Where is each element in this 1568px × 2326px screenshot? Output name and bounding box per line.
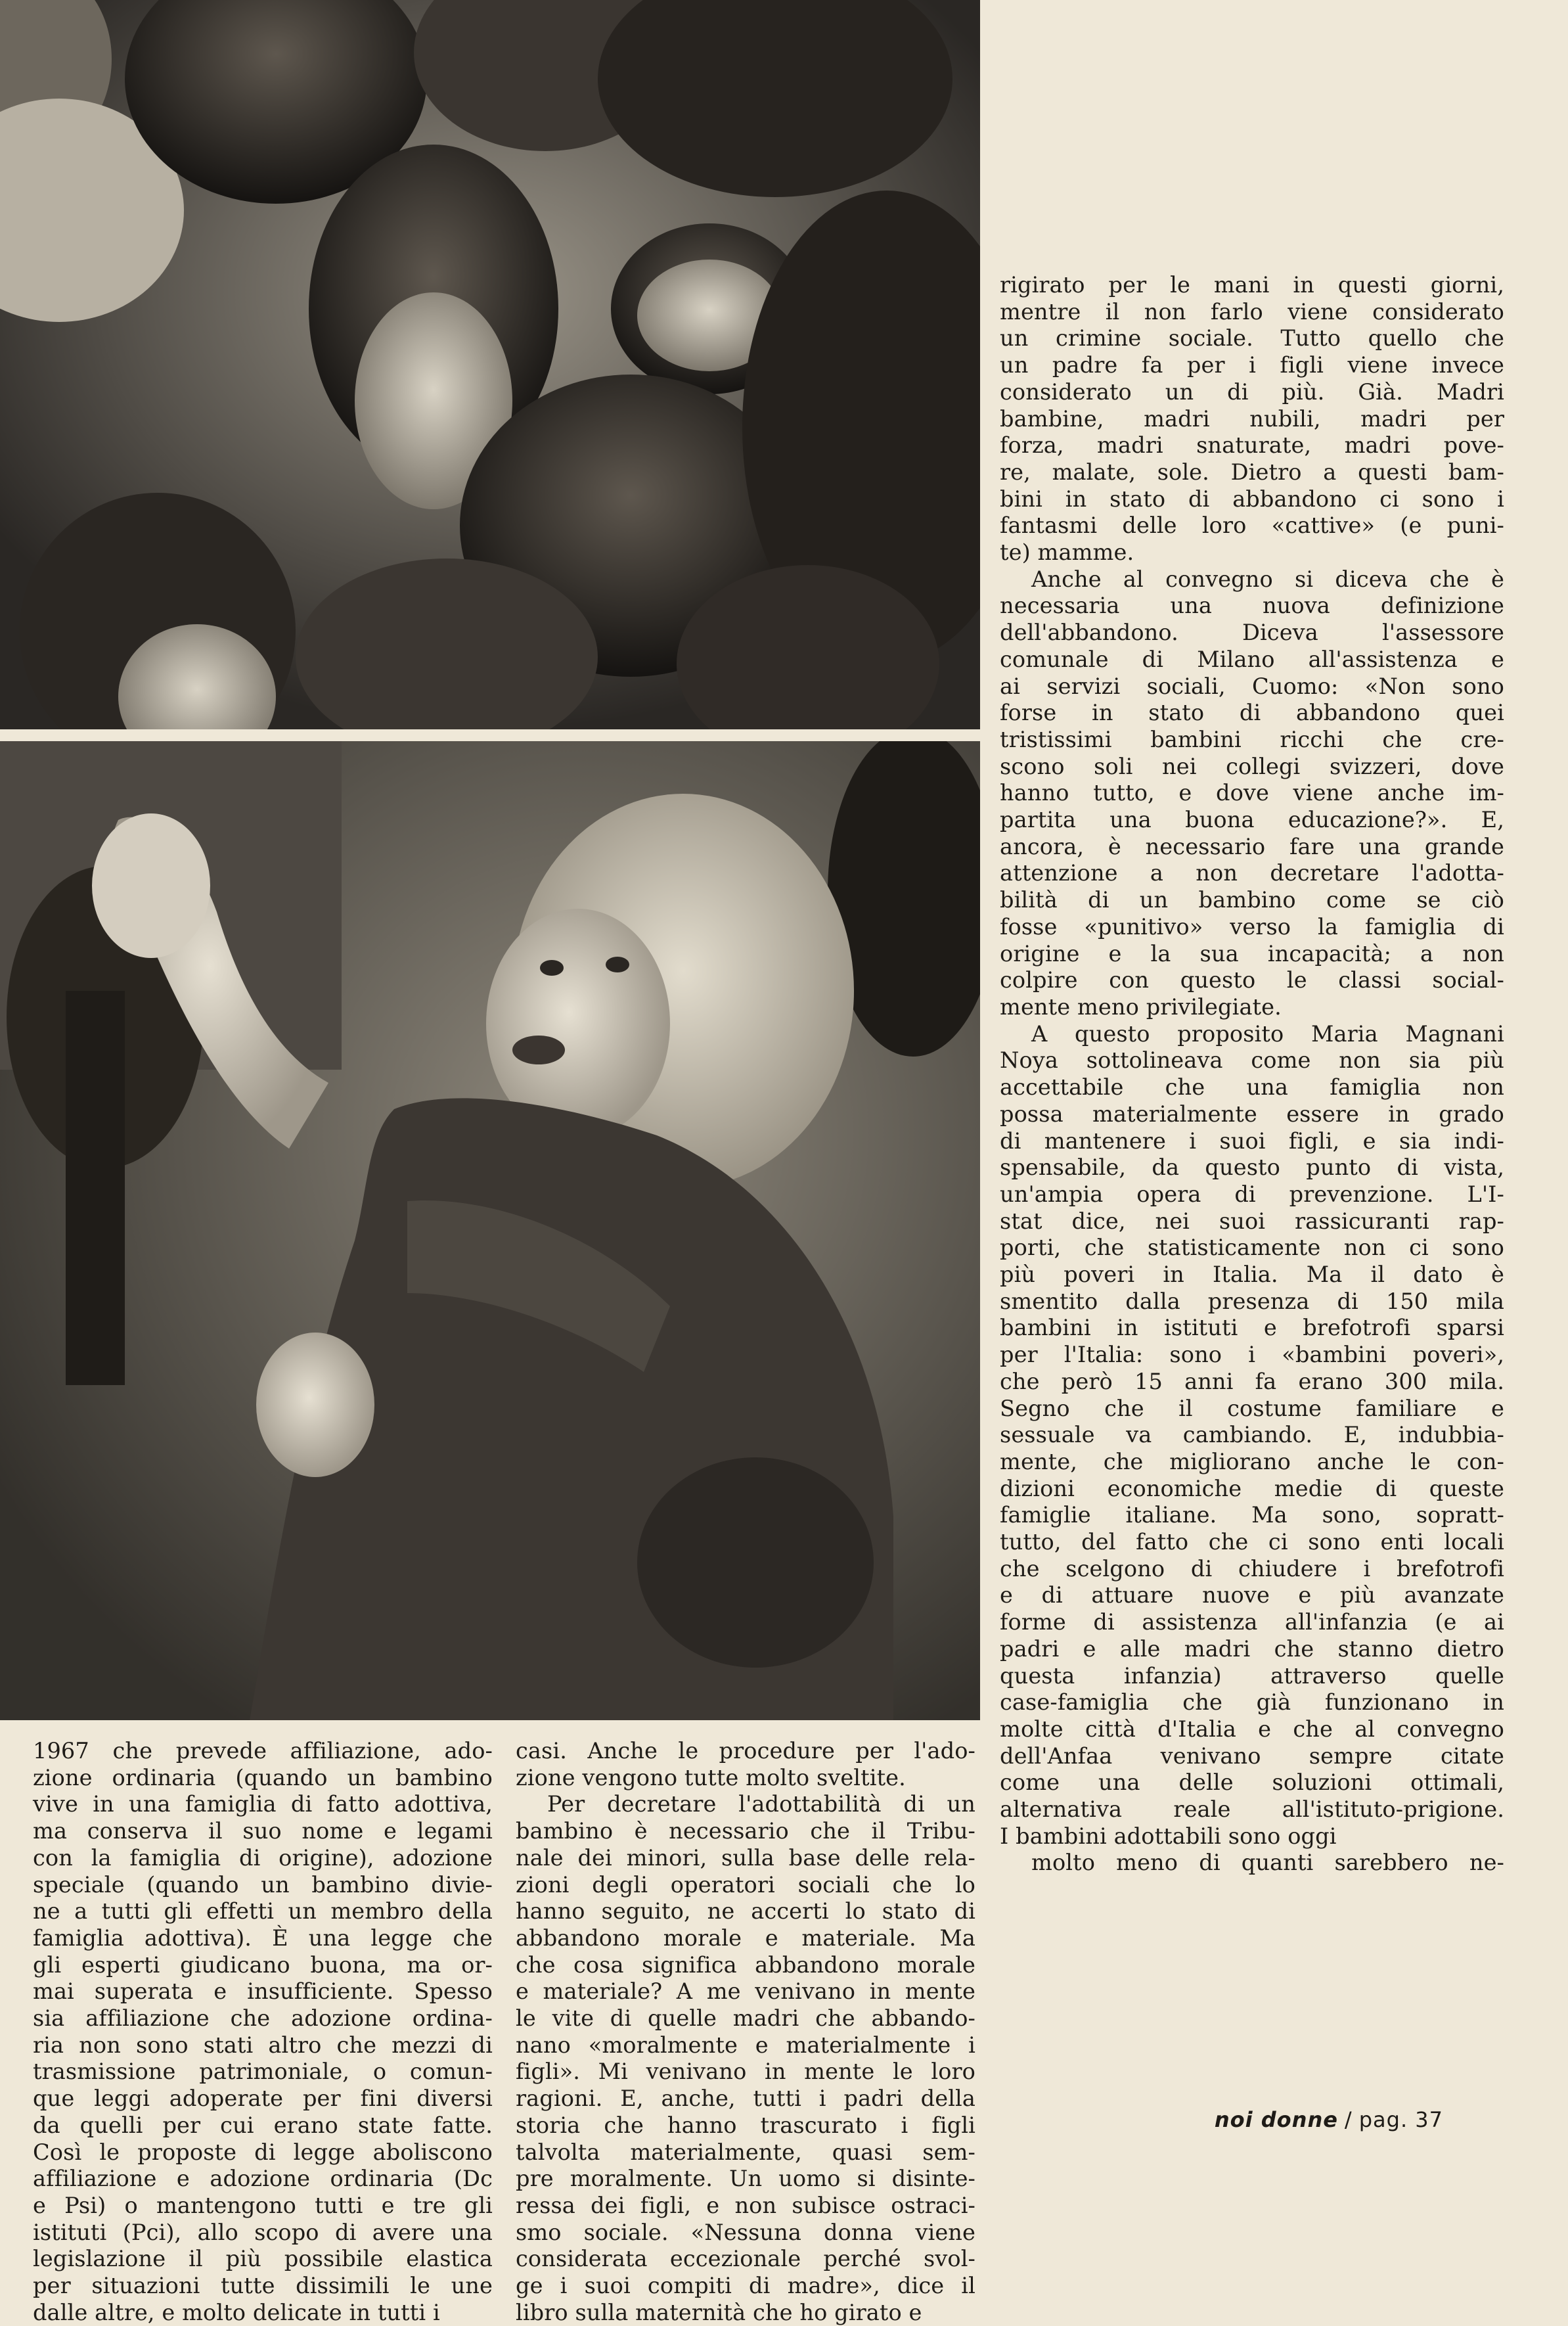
page-number: pag. 37 — [1358, 2107, 1443, 2132]
text-line: origine e la sua incapacità; a non — [1000, 940, 1504, 967]
text-line: Per decretare l'adottabilità di un — [547, 1791, 975, 1817]
text-line: mente meno privilegiate. — [1000, 993, 1282, 1020]
text-line: dizioni economiche medie di queste — [1000, 1475, 1504, 1501]
footer-separator: / — [1344, 2107, 1353, 2132]
text-line: ancora, è necessario fare una grande — [1000, 833, 1504, 859]
text-line: figli». Mi venivano in mente le loro — [516, 2059, 975, 2085]
text-line: porti, che statisticamente non ci sono — [1000, 1235, 1504, 1261]
text-line: sessuale va cambiando. E, indubbia- — [1000, 1422, 1504, 1448]
text-line: bambine, madri nubili, madri per — [1000, 405, 1504, 432]
text-line: ma conserva il suo nome e legami — [33, 1818, 493, 1844]
text-line: per l'Italia: sono i «bambini poveri», — [1000, 1342, 1504, 1368]
photo-children-crowd — [0, 0, 980, 729]
text-line: affiliazione e adozione ordinaria (Dc — [33, 2166, 493, 2192]
text-line: dalle altre, e molto delicate in tutti i — [33, 2299, 440, 2325]
text-line: forza, madri snaturate, madri pove- — [1000, 432, 1504, 459]
text-line: re, malate, sole. Dietro a questi bam- — [1000, 459, 1504, 485]
publication-name: noi donne — [1214, 2107, 1338, 2132]
text-line: sia affiliazione che adozione ordina- — [33, 2005, 493, 2032]
text-line: fosse «punitivo» verso la famiglia di — [1000, 913, 1504, 940]
text-line: nale dei minori, sulla base delle rela- — [516, 1844, 975, 1871]
text-line: Segno che il costume familiare e — [1000, 1395, 1504, 1421]
text-line: un'ampia opera di prevenzione. L'I- — [1000, 1181, 1504, 1207]
text-line: famiglia adottiva). È una legge che — [33, 1925, 493, 1951]
text-line: Anche al convegno si diceva che è — [1031, 566, 1504, 592]
text-line: più poveri in Italia. Ma il dato è — [1000, 1262, 1504, 1288]
text-line: dell'abbandono. Diceva l'assessore — [1000, 620, 1504, 646]
text-line: le vite di quelle madri che abbando- — [516, 2005, 975, 2032]
text-line: libro sulla maternità che ho girato e — [516, 2299, 922, 2325]
text-line: bambino è necessario che il Tribu- — [516, 1818, 975, 1844]
text-line: hanno seguito, ne accerti lo stato di — [516, 1898, 975, 1925]
text-line: pre moralmente. Un uomo si disinte- — [516, 2166, 975, 2192]
text-line: da quelli per cui erano state fatte. — [33, 2112, 493, 2138]
text-line: partita una buona educazione?». E, — [1000, 807, 1504, 833]
text-line: accettabile che una famiglia non — [1000, 1074, 1504, 1101]
text-line: storia che hanno trascurato i figli — [516, 2112, 975, 2138]
text-line: tutto, del fatto che ci sono enti locali — [1000, 1529, 1504, 1555]
text-line: come una delle soluzioni ottimali, — [1000, 1769, 1504, 1796]
text-line: vive in una famiglia di fatto adottiva, — [33, 1791, 493, 1817]
text-line: ge i suoi compiti di madre», dice il — [516, 2273, 975, 2299]
text-line: necessaria una nuova definizione — [1000, 593, 1504, 619]
text-line: que leggi adoperate per fini diversi — [33, 2086, 493, 2112]
text-line: con la famiglia di origine), adozione — [33, 1844, 493, 1871]
text-line: tristissimi bambini ricchi che cre- — [1000, 726, 1504, 752]
text-line: smo sociale. «Nessuna donna viene — [516, 2219, 975, 2245]
text-line: smentito dalla presenza di 150 mila — [1000, 1288, 1504, 1314]
text-line: Così le proposte di legge aboliscono — [33, 2139, 493, 2165]
photo-child-waving — [0, 741, 980, 1720]
text-line: gli esperti giudicano buona, ma or- — [33, 1951, 493, 1978]
text-line: molto meno di quanti sarebbero ne- — [1031, 1850, 1504, 1876]
text-line: che scelgono di chiudere i brefotrofi — [1000, 1555, 1504, 1582]
text-line: alternativa reale all'istituto-prigione. — [1000, 1796, 1504, 1823]
text-line: ressa dei figli, e non subisce ostraci- — [516, 2192, 975, 2218]
text-line: famiglie italiane. Ma sono, sopratt- — [1000, 1502, 1504, 1528]
text-line: abbandono morale e materiale. Ma — [516, 1925, 975, 1951]
text-line: forse in stato di abbandono quei — [1000, 700, 1504, 726]
text-line: Noya sottolineava come non sia più — [1000, 1047, 1504, 1074]
text-line: trasmissione patrimoniale, o comun- — [33, 2059, 493, 2085]
text-line: e di attuare nuove e più avanzate — [1000, 1582, 1504, 1608]
text-line: rigirato per le mani in questi giorni, — [1000, 272, 1504, 298]
text-line: nano «moralmente e materialmente i — [516, 2032, 975, 2058]
text-line: molte città d'Italia e che al convegno — [1000, 1716, 1504, 1742]
text-line: mente, che migliorano anche le con- — [1000, 1448, 1504, 1474]
text-line: possa materialmente essere in grado — [1000, 1101, 1504, 1127]
text-line: e Psi) o mantengono tutti e tre gli — [33, 2192, 493, 2218]
text-line: fantasmi delle loro «cattive» (e puni- — [1000, 513, 1504, 539]
text-line: casi. Anche le procedure per l'ado- — [516, 1738, 975, 1764]
text-line: che però 15 anni fa erano 300 mila. — [1000, 1368, 1504, 1394]
article-column-right — [1000, 272, 1504, 1877]
text-line: ai servizi sociali, Cuomo: «Non sono — [1000, 673, 1504, 699]
text-line: forme di assistenza all'infanzia (e ai — [1000, 1609, 1504, 1635]
text-line: un crimine sociale. Tutto quello che — [1000, 325, 1504, 352]
text-line: ria non sono stati altro che mezzi di — [33, 2032, 493, 2058]
text-line: spensabile, da questo punto di vista, — [1000, 1154, 1504, 1181]
text-line: talvolta materialmente, quasi sem- — [516, 2139, 975, 2165]
text-line: speciale (quando un bambino divie- — [33, 1871, 493, 1898]
text-line: scono soli nei collegi svizzeri, dove — [1000, 753, 1504, 779]
text-line: ragioni. E, anche, tutti i padri della — [516, 2086, 975, 2112]
article-column-left — [33, 1738, 493, 2326]
text-line: I bambini adottabili sono oggi — [1000, 1823, 1337, 1849]
text-line: ne a tutti gli effetti un membro della — [33, 1898, 493, 1925]
text-line: considerato un di più. Già. Madri — [1000, 378, 1504, 405]
text-line: un padre fa per i figli viene invece — [1000, 352, 1504, 378]
article-column-middle — [516, 1738, 975, 2326]
text-line: 1967 che prevede affiliazione, ado- — [33, 1738, 493, 1764]
text-line: per situazioni tutte dissimili le une — [33, 2273, 493, 2299]
text-line: dell'Anfaa venivano sempre citate — [1000, 1743, 1504, 1769]
text-line: A questo proposito Maria Magnani — [1031, 1020, 1504, 1047]
text-line: e materiale? A me venivano in mente — [516, 1978, 975, 2005]
text-line: mentre il non farlo viene considerato — [1000, 298, 1504, 325]
text-line: te) mamme. — [1000, 539, 1134, 566]
text-line: hanno tutto, e dove viene anche im- — [1000, 780, 1504, 806]
text-line: padri e alle madri che stanno dietro — [1000, 1635, 1504, 1662]
text-line: istituti (Pci), allo scopo di avere una — [33, 2219, 493, 2245]
text-line: bini in stato di abbandono ci sono i — [1000, 486, 1504, 512]
page-footer — [1215, 2107, 1443, 2132]
text-line: zione vengono tutte molto sveltite. — [516, 1764, 906, 1790]
text-line: legislazione il più possibile elastica — [33, 2246, 493, 2272]
text-line: bambini in istituti e brefotrofi sparsi — [1000, 1315, 1504, 1341]
text-line: mai superata e insufficiente. Spesso — [33, 1978, 493, 2005]
text-line: questa infanzia) attraverso quelle — [1000, 1662, 1504, 1689]
text-line: che cosa significa abbandono morale — [516, 1951, 975, 1978]
text-line: zione ordinaria (quando un bambino — [33, 1764, 493, 1790]
text-line: di mantenere i suoi figli, e sia indi- — [1000, 1128, 1504, 1154]
text-line: considerata eccezionale perché svol- — [516, 2246, 975, 2272]
text-line: colpire con questo le classi social- — [1000, 967, 1504, 993]
text-line: case-famiglia che già funzionano in — [1000, 1689, 1504, 1716]
text-line: stat dice, nei suoi rassicuranti rap- — [1000, 1208, 1504, 1234]
text-line: comunale di Milano all'assistenza e — [1000, 646, 1504, 672]
text-line: zioni degli operatori sociali che lo — [516, 1871, 975, 1898]
text-line: attenzione a non decretare l'adotta- — [1000, 860, 1504, 886]
text-line: bilità di un bambino come se ciò — [1000, 887, 1504, 913]
